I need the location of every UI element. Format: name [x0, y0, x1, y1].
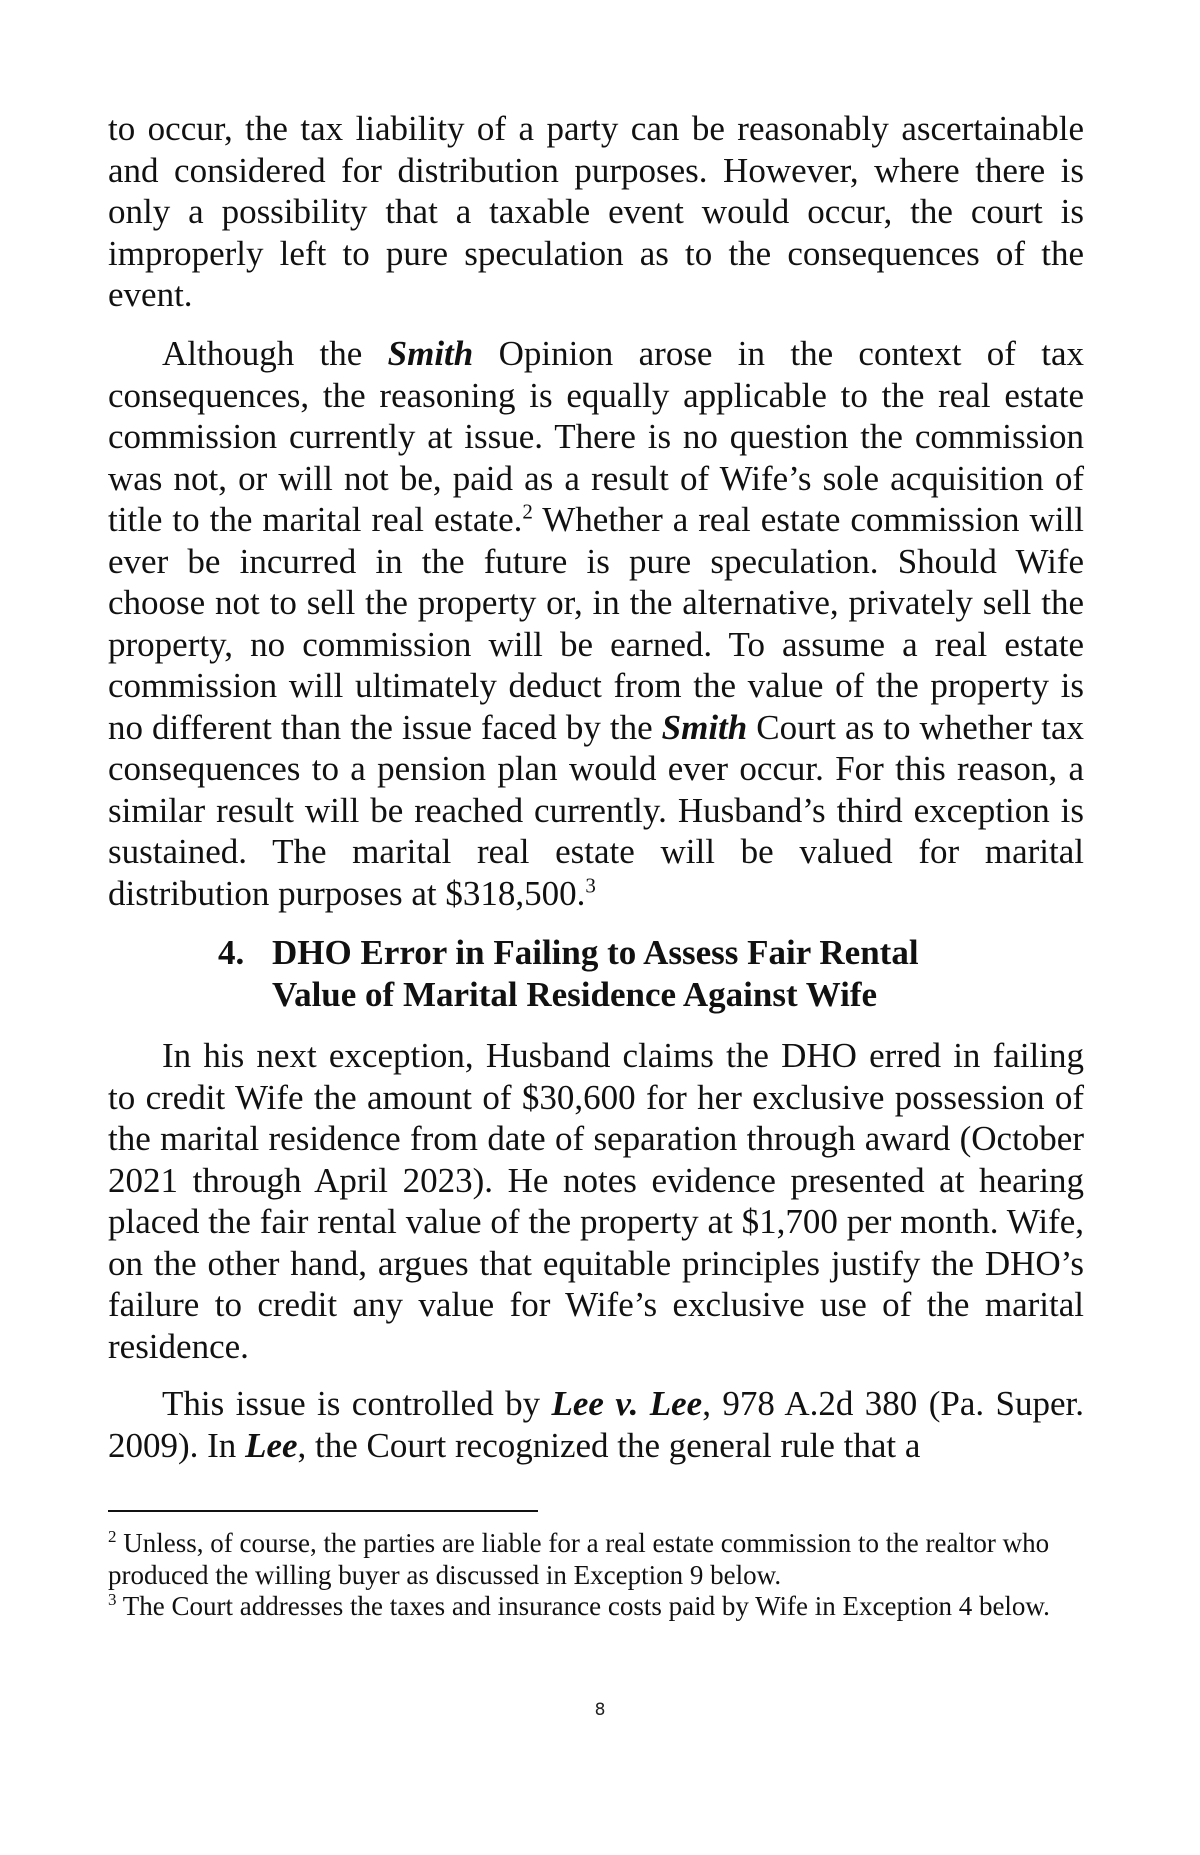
section-heading-line-1: DHO Error in Failing to Assess Fair Rental — [272, 933, 919, 972]
paragraph-text: Opinion arose in the context of tax consequences, the reasoning is equally applicable to the real estate commission currently at issue. There is no question the commission was not, or will not be, paid as a result of Wife’s sole acquisition of title to the marital real estate. — [108, 334, 1085, 539]
case-name-smith: Smith — [387, 334, 474, 373]
paragraph-lee-case — [108, 1383, 1084, 1466]
section-heading-line-2: Value of Marital Residence Against Wife — [272, 974, 878, 1014]
paragraph-text: Court as to whether tax consequences to a pension plan would ever occur. For this reason, a similar result will be reached currently. Husband’s third exception is sustained. The marital real estate will be valued for marital distribution purposes at $318,500. — [108, 707, 1084, 913]
paragraph-continuation: to occur, the tax liability of a party can be reasonably ascertainable and considered for distribution purposes. However, where there is only a possibility that a taxable event would occur, the court is improperly left to pure speculation as to the consequences of the event. — [108, 109, 1084, 314]
footnote-marker: 2 — [108, 1527, 117, 1546]
footnote-text: The Court addresses the taxes and insurance costs paid by Wife in Exception 4 below. — [116, 1591, 1050, 1621]
paragraph-smith-opinion — [108, 333, 1084, 914]
paragraph-husband-exception: In his next exception, Husband claims the DHO erred in failing to credit Wife the amount of $30,600 for her exclusive possession of the marital residence from date of separation through award (October 2021 through April 2023). He notes evidence presented at hearing placed the fair rental value of the property at $1,700 per month. Wife, on the other hand, argues that equitable principles justify the DHO’s failure to credit any value for Wife’s exclusive use of the marital residence. — [108, 1036, 1084, 1366]
footnote-divider — [108, 1510, 538, 1512]
footnote-ref-2[interactable]: 2 — [522, 499, 533, 524]
page-number: 8 — [594, 1700, 606, 1720]
paragraph-text: This issue is controlled by — [162, 1384, 552, 1423]
section-heading — [218, 932, 1118, 1015]
footnotes — [108, 1528, 1084, 1623]
case-name-lee-v-lee: Lee v. Lee — [551, 1384, 703, 1423]
footnote-text: Unless, of course, the parties are liable for a real estate commission to the realtor who produced the willing buyer as discussed in Exception 9 below. — [108, 1528, 1050, 1590]
paragraph-text: , the Court recognized the general rule that a — [297, 1425, 921, 1465]
footnote-ref-3[interactable]: 3 — [585, 872, 596, 897]
footnote-marker: 3 — [108, 1590, 117, 1609]
footnote-3 — [108, 1591, 1084, 1623]
paragraph-text: Although the — [162, 334, 388, 373]
paragraph-text: Whether a real estate commission will ever be incurred in the future is pure speculation. Should Wife choose not to sell the property or, in the alternative, privately sell the property, no commission will be earned. To assume a real estate commission will ultimately deduct from the value of the property is no different than the issue faced by the — [108, 500, 1084, 747]
section-number: 4. — [218, 933, 245, 972]
case-name-lee: Lee — [245, 1425, 298, 1465]
paragraph-text: , 978 A.2d 380 (Pa. Super. 2009). In — [108, 1384, 1084, 1465]
footnote-2 — [108, 1528, 1084, 1591]
case-name-smith: Smith — [661, 707, 748, 747]
